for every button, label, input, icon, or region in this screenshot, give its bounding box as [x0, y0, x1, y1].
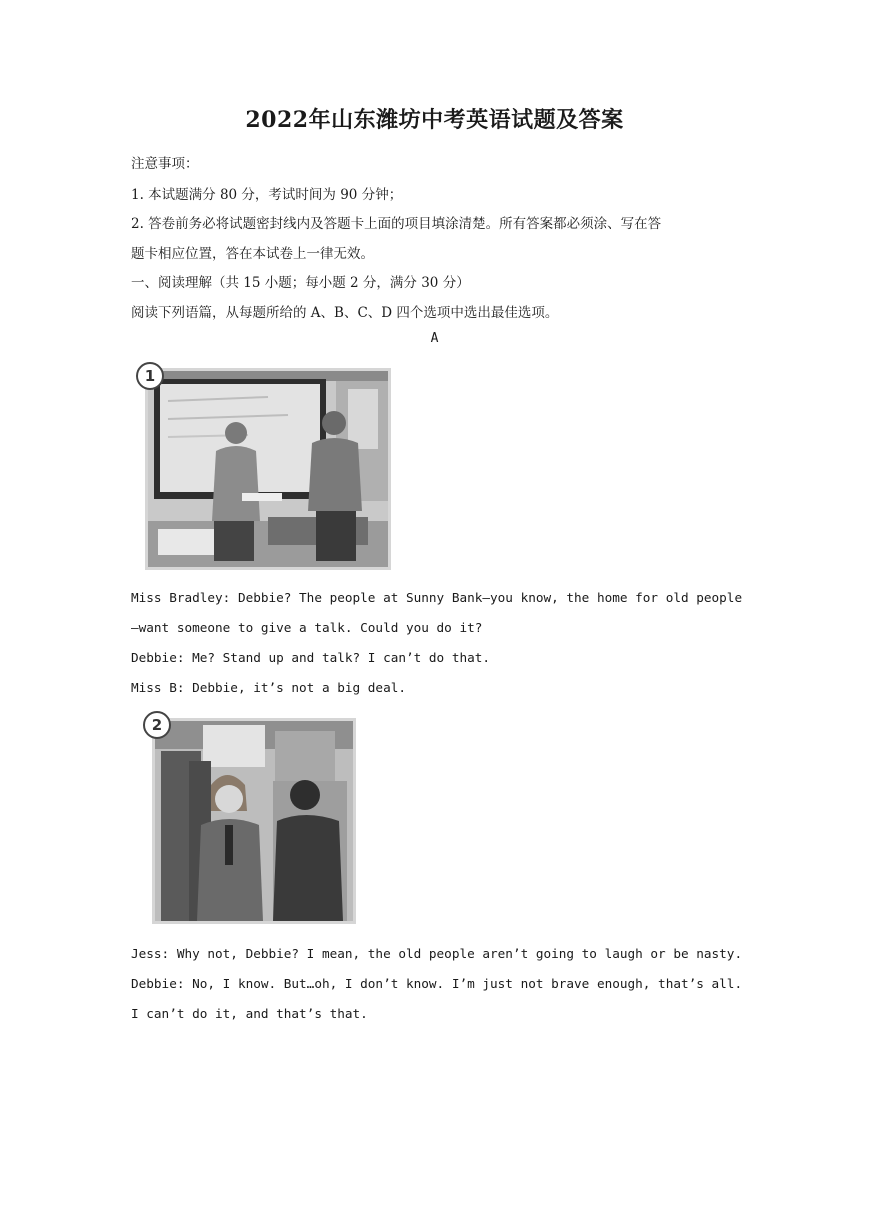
dialogue-line-2: —want someone to give a talk. Could you do it? [131, 620, 483, 635]
photo-number-2: 2 [143, 711, 171, 739]
photo-number-1: 1 [136, 362, 164, 390]
notice-heading: 注意事项： [131, 156, 199, 172]
dialogue-line-7: I can’t do it, and that’s that. [131, 1006, 368, 1021]
hallway-illustration [155, 721, 353, 921]
notice-item-2-line-2: 题卡相应位置，答在本试卷上一律无效。 [131, 246, 374, 262]
notice-item-1: 1. 本试题满分 80 分，考试时间为 90 分钟； [131, 187, 403, 203]
passage-label: A [430, 331, 439, 346]
classroom-illustration [148, 371, 388, 567]
page-title: 2022年山东潍坊中考英语试题及答案 [245, 107, 624, 133]
dialogue-line-4: Miss B: Debbie, it’s not a big deal. [131, 680, 406, 695]
notice-item-2-line-1: 2. 答卷前务必将试题密封线内及答题卡上面的项目填涂清楚。所有答案都必须涂、写在答 [131, 216, 662, 232]
dialogue-line-6: Debbie: No, I know. But…oh, I don’t know. I’m just not brave enough, that’s all. [131, 976, 743, 991]
dialogue-line-1: Miss Bradley: Debbie? The people at Sunny Bank—you know, the home for old people [131, 590, 743, 605]
hallway-photo [152, 718, 356, 924]
section-instruction: 阅读下列语篇，从每题所给的 A、B、C、D 四个选项中选出最佳选项。 [131, 305, 559, 321]
classroom-photo [145, 368, 391, 570]
dialogue-line-3: Debbie: Me? Stand up and talk? I can’t do that. [131, 650, 491, 665]
section-heading: 一、阅读理解（共 15 小题；每小题 2 分，满分 30 分） [131, 275, 470, 291]
dialogue-line-5: Jess: Why not, Debbie? I mean, the old people aren’t going to laugh or be nasty. [131, 946, 743, 961]
